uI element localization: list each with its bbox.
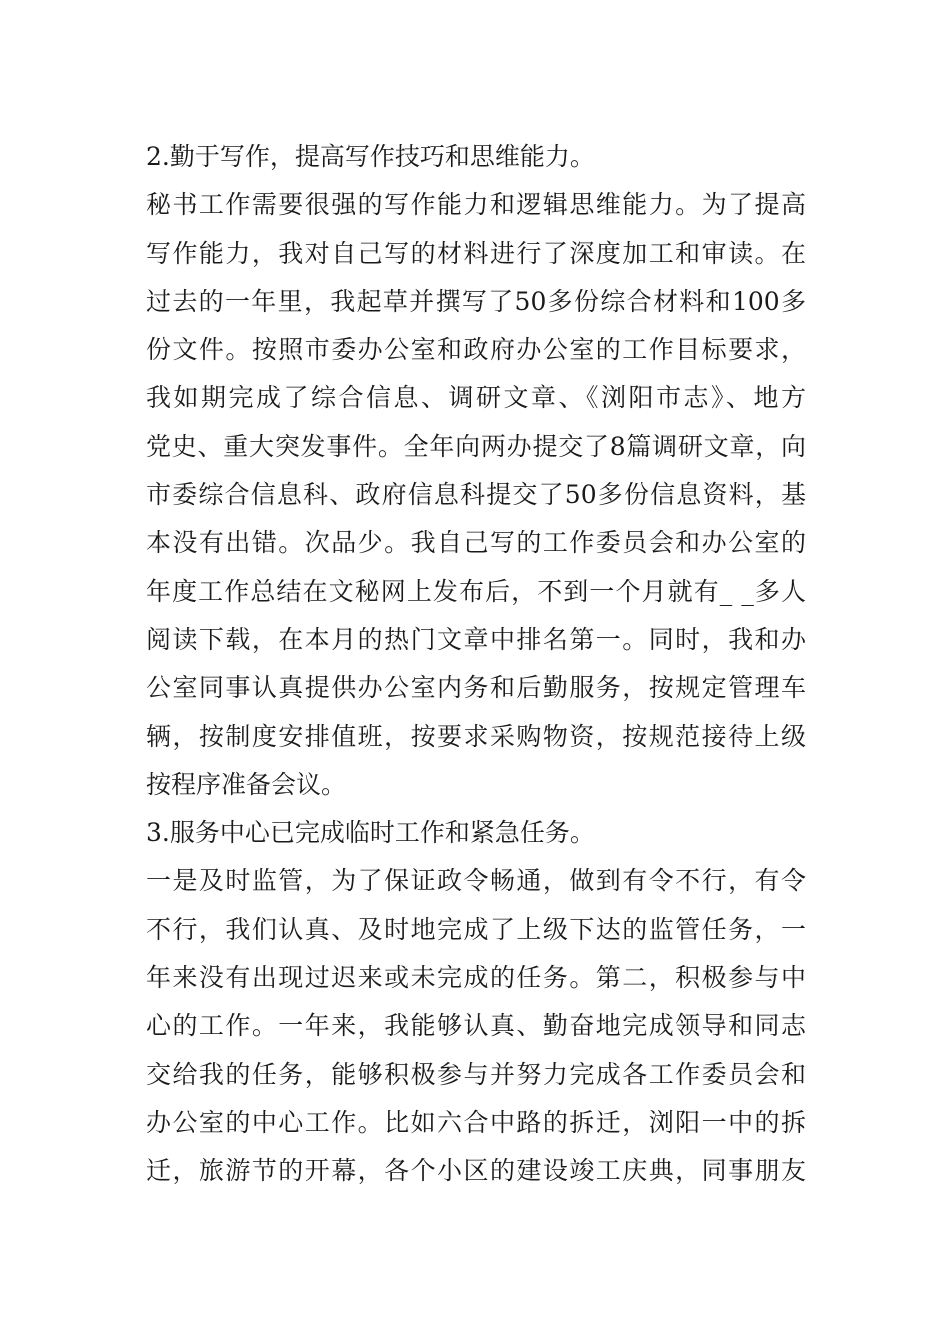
paragraph-line: 心的工作。一年来，我能够认真、勤奋地完成领导和同志 [146,1011,806,1041]
paragraph-line: 一是及时监管，为了保证政令畅通，做到有令不行，有令 [146,866,806,896]
paragraph-line: 过去的一年里，我起草并撰写了50多份综合材料和100多 [146,286,806,316]
paragraph-line: 迁，旅游节的开幕，各个小区的建设竣工庆典，同事朋友 [146,1156,806,1186]
section-heading: 2.勤于写作，提高写作技巧和思维能力。 [146,142,595,171]
paragraph-line: 公室同事认真提供办公室内务和后勤服务，按规定管理车 [146,673,806,703]
document-body [146,133,806,1196]
paragraph-line: 办公室的中心工作。比如六合中路的拆迁，浏阳一中的拆 [146,1107,806,1137]
paragraph-line: 写作能力，我对自己写的材料进行了深度加工和审读。在 [146,238,806,268]
paragraph-line: 秘书工作需要很强的写作能力和逻辑思维能力。为了提高 [146,190,806,220]
section-heading: 3.服务中心已完成临时工作和紧急任务。 [146,818,595,848]
paragraph-line-last: 按程序准备会议。 [146,769,347,799]
paragraph-line: 阅读下载，在本月的热门文章中排名第一。同时，我和办 [146,624,806,654]
paragraph-line: 市委综合信息科、政府信息科提交了50多份信息资料，基 [146,480,806,510]
paragraph-line: 党史、重大突发事件。全年向两办提交了8篇调研文章，向 [146,431,806,461]
paragraph-line: 年来没有出现过迟来或未完成的任务。第二，积极参与中 [146,963,806,993]
paragraph-line: 交给我的任务，能够积极参与并努力完成各工作委员会和 [146,1059,806,1089]
paragraph-line: 不行，我们认真、及时地完成了上级下达的监管任务，一 [146,914,806,944]
paragraph-line: 本没有出错。次品少。我自己写的工作委员会和办公室的 [146,528,806,558]
paragraph-line: 辆，按制度安排值班，按要求采购物资，按规范接待上级 [146,721,806,751]
paragraph-line: 我如期完成了综合信息、调研文章、《浏阳市志》、地方 [146,383,806,413]
paragraph-line: 份文件。按照市委办公室和政府办公室的工作目标要求， [146,335,806,365]
paragraph-line: 年度工作总结在文秘网上发布后，不到一个月就有_ _多人 [146,576,806,606]
